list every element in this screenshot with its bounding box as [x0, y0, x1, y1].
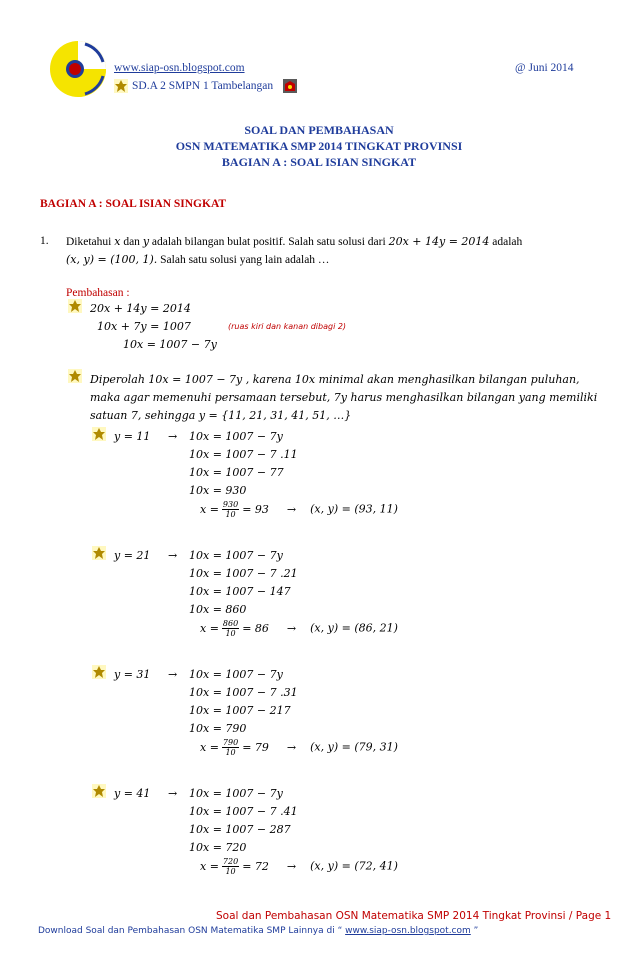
arrow-icon: →	[286, 621, 297, 635]
case-step-c: 10x = 1007 − 147	[189, 585, 291, 598]
footer-line-1: Soal dan Pembahasan OSN Matematika SMP 2014 Tingkat Provinsi / Page 1	[216, 910, 612, 922]
garuda-emblem-icon	[92, 665, 106, 679]
step1-note: (ruas kiri dan kanan dibagi 2)	[228, 322, 347, 331]
section-heading: BAGIAN A : SOAL ISIAN SINGKAT	[40, 198, 227, 210]
fraction-numerator: 930	[222, 500, 239, 509]
header-school: SD.A 2 SMPN 1 Tambelangan	[132, 80, 274, 92]
case-step-a: 10x = 1007 − 7y	[189, 668, 283, 681]
problem-known-solution: (x, y) = (100, 1).	[66, 253, 158, 266]
case-step-c: 10x = 1007 − 77	[189, 466, 284, 479]
case-fraction	[222, 619, 239, 638]
title-line-1: SOAL DAN PEMBAHASAN	[244, 123, 394, 137]
case-y-value: y = 21	[114, 549, 151, 562]
case-step-b: 10x = 1007 − 7 .41	[189, 805, 298, 818]
step1-line-1: 20x + 14y = 2014	[90, 302, 191, 315]
case-solution-pair: (x, y) = (72, 41)	[310, 859, 398, 873]
case-x-result: = 86	[242, 621, 269, 635]
arrow-icon: →	[168, 787, 178, 800]
fraction-denominator: 10	[225, 510, 236, 519]
case-solution-pair: (x, y) = (79, 31)	[310, 740, 398, 754]
step2-line-2: maka agar memenuhi persamaan tersebut, 7y harus menghasilkan bilangan yang memiliki	[90, 391, 598, 404]
var-y: y	[142, 235, 150, 248]
case-x-eq: x =	[200, 621, 219, 635]
title-line-3: BAGIAN A : SOAL ISIAN SINGKAT	[221, 155, 417, 169]
step2-line-1: Diperolah 10x = 1007 − 7y , karena 10x minimal akan menghasilkan bilangan puluhan,	[90, 373, 580, 386]
garuda-emblem-icon	[68, 369, 82, 383]
problem-equation: 20x + 14y = 2014	[388, 235, 490, 248]
problem-text-b: adalah bilangan bulat positif. Salah satu solusi dari	[149, 236, 389, 248]
header-url-link[interactable]: www.siap-osn.blogspot.com	[114, 62, 245, 74]
problem-text-c: adalah	[489, 236, 523, 248]
arrow-icon: →	[168, 549, 178, 562]
site-logo-icon	[45, 38, 111, 100]
problem-text-a: Diketahui	[66, 236, 115, 248]
case-step-b: 10x = 1007 − 7 .31	[189, 686, 298, 699]
arrow-icon: →	[286, 859, 297, 873]
arrow-icon: →	[168, 430, 178, 443]
garuda-emblem-icon	[92, 784, 106, 798]
problem-text-line-1	[66, 235, 522, 248]
header-date: @ Juni 2014	[515, 62, 574, 74]
footer-download-text: Download Soal dan Pembahasan OSN Matematika SMP Lainnya di “	[38, 926, 346, 936]
case-step-d: 10x = 930	[189, 484, 247, 497]
case-step-d: 10x = 720	[189, 841, 247, 854]
case-x-eq: x =	[200, 740, 219, 754]
fraction-numerator: 720	[222, 857, 239, 866]
case-x-result: = 93	[242, 502, 269, 516]
case-result-row	[200, 738, 398, 757]
problem-text-line-2	[66, 253, 329, 266]
case-result-row	[200, 500, 398, 519]
case-result-row	[200, 857, 398, 876]
case-step-b: 10x = 1007 − 7 .11	[189, 448, 298, 461]
footer-line-2	[38, 926, 478, 936]
school-badge-icon	[283, 79, 297, 93]
problem-text-dan: dan	[120, 236, 143, 248]
problem-question: Salah satu solusi yang lain adalah …	[157, 254, 330, 266]
fraction-numerator: 860	[222, 619, 239, 628]
pembahasan-label: Pembahasan :	[66, 287, 130, 299]
case-step-d: 10x = 860	[189, 603, 247, 616]
case-x-result: = 79	[242, 740, 269, 754]
case-step-d: 10x = 790	[189, 722, 247, 735]
arrow-icon: →	[168, 668, 178, 681]
footer-quote-end: ”	[470, 926, 479, 936]
fraction-denominator: 10	[225, 629, 236, 638]
case-step-b: 10x = 1007 − 7 .21	[189, 567, 298, 580]
case-step-c: 10x = 1007 − 217	[189, 704, 291, 717]
garuda-emblem-icon	[68, 299, 82, 313]
fraction-numerator: 790	[222, 738, 239, 747]
step1-line-2: 10x + 7y = 1007	[97, 320, 191, 333]
case-fraction	[222, 738, 239, 757]
footer-url-link[interactable]: www.siap-osn.blogspot.com	[345, 926, 471, 936]
case-solution-pair: (x, y) = (93, 11)	[310, 502, 398, 516]
case-step-a: 10x = 1007 − 7y	[189, 787, 283, 800]
var-x: x	[114, 235, 121, 248]
case-fraction	[222, 500, 239, 519]
case-y-value: y = 41	[114, 787, 151, 800]
garuda-emblem-icon	[114, 79, 128, 93]
case-x-result: = 72	[242, 859, 269, 873]
case-result-row	[200, 619, 398, 638]
case-fraction	[222, 857, 239, 876]
arrow-icon: →	[286, 502, 297, 516]
fraction-denominator: 10	[225, 748, 236, 757]
step2-line-3: satuan 7, sehingga y = {11, 21, 31, 41, 51, …}	[90, 409, 352, 422]
title-line-2: OSN MATEMATIKA SMP 2014 TINGKAT PROVINSI	[175, 139, 463, 153]
case-y-value: y = 31	[114, 668, 151, 681]
fraction-denominator: 10	[225, 867, 236, 876]
case-step-a: 10x = 1007 − 7y	[189, 549, 283, 562]
garuda-emblem-icon	[92, 427, 106, 441]
case-solution-pair: (x, y) = (86, 21)	[310, 621, 398, 635]
garuda-emblem-icon	[92, 546, 106, 560]
case-x-eq: x =	[200, 859, 219, 873]
case-x-eq: x =	[200, 502, 219, 516]
case-step-c: 10x = 1007 − 287	[189, 823, 291, 836]
arrow-icon: →	[286, 740, 297, 754]
step1-line-3: 10x = 1007 − 7y	[123, 338, 217, 351]
case-step-a: 10x = 1007 − 7y	[189, 430, 283, 443]
problem-number: 1.	[40, 235, 49, 247]
case-y-value: y = 11	[114, 430, 151, 443]
